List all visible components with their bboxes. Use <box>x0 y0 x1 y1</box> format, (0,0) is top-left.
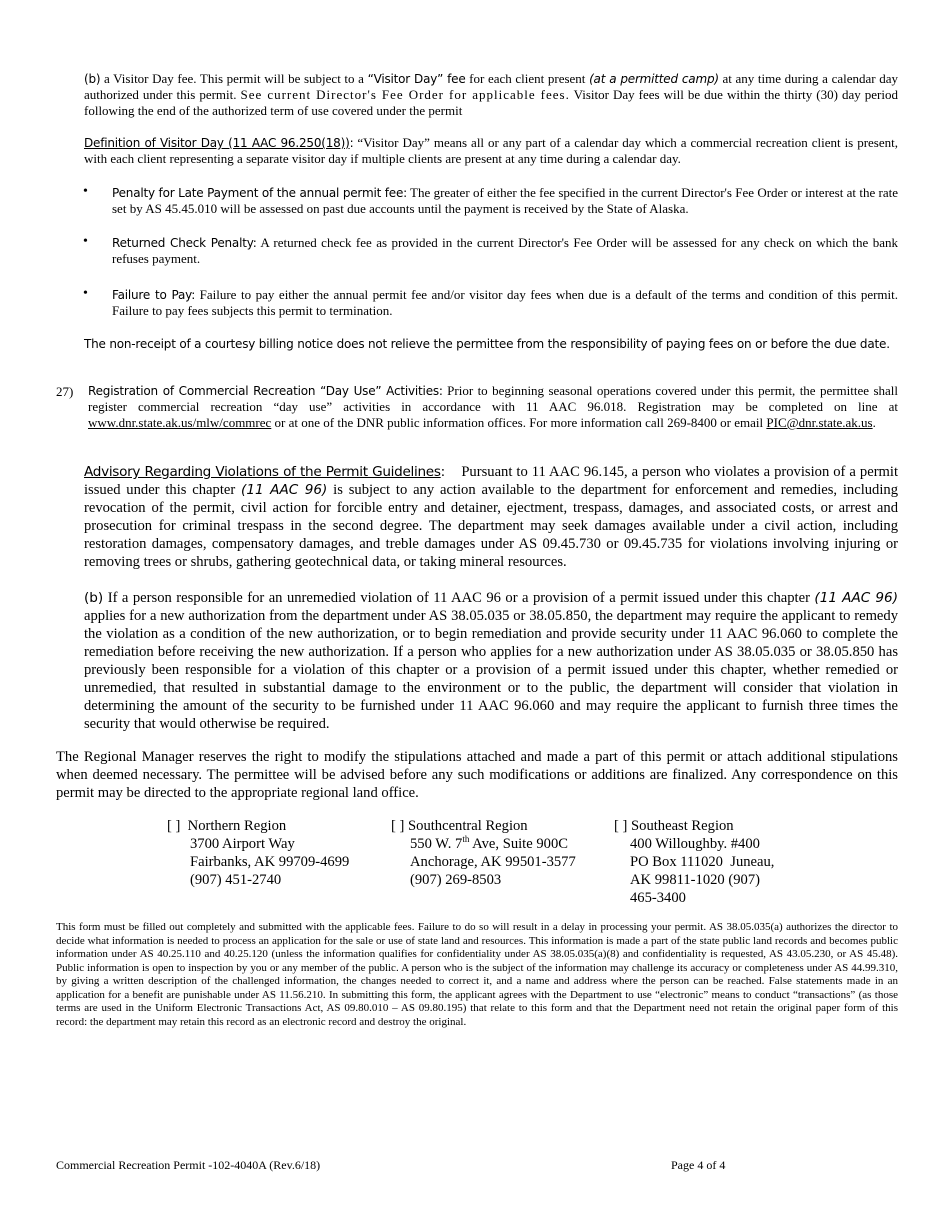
item-27-head: Registration of Commercial Recreation “Day Use” Activities: <box>88 384 443 398</box>
advisory-text-2: is subject to any action available to the department for enforcement and remedies, including revocation of the permit, civil action for forcible entry and detainer, ejectment, trespass, damages, and associated costs, or arrest and prosecution for criminal trespass in the second degree. The department may seek damages available under a civil action, including restoration damages, compensatory damages, and treble damages under AS 09.45.730 or 09.45.735 for violations involving injuring or removing trees or shrubs, gathering geotechnical data, or taking mineral resources. <box>84 482 898 570</box>
privacy-fine-print: This form must be filled out completely and submitted with the applicable fees. Failure to do so will result in a delay in processing your permit. AS 38.05.035(a) authorizes the director to decide what information is needed to process an application for the sale or use of state land and resources. This information is made a part of the state public land records and becomes public information under AS 40.25.110 and 40.25.120 (unless the information qualifies for confidentiality under AS 38.05.035(a)(8) and confidentiality is requested, AS 43.05.230, or AS 45.48). Public information is open to inspection by you or any member of the public. A person who is the subject of the information may challenge its accuracy or completeness under AS 44.99.310, by giving a written description of the challenged information, the changes needed to correct it, and a name and address where the person can be reached. False statements made in an application for a benefit are punishable under AS 11.56.210. In submitting this form, the applicant agrees with the Department to use “electronic” means to conduct “transactions” (as those terms are used in the Uniform Electronic Transactions Act, AS 09.80.010 – AS 09.80.195) that relate to this form and that the Department need not retain the original paper form of this record: the department may retain this record as an electronic record and destroy the original. <box>56 921 898 1028</box>
address-superscript: th <box>462 834 470 845</box>
region-southeast-line-3: AK 99811-1020 (907) <box>630 872 760 888</box>
region-name: Southcentral Region <box>408 818 528 834</box>
bullet-icon: • <box>83 184 88 199</box>
pic-email-link[interactable]: PIC@dnr.state.ak.us <box>766 415 873 430</box>
address-street: 550 W. 7 <box>410 836 463 852</box>
remedy-text-2: applies for a new authorization from the department under AS 38.05.035 or 38.05.850, the department may require the applicant to remedy the violation as a condition of the new authorization, or to begin remediation and provide security under 11 AAC 96.060 to complete the remediation before receiving the new authorization. If a person who applies for a new authorization under AS 38.05.035 or 38.05.850 has previously been responsible for a violation of this chapter or a provision of a permit issued under this chapter, whether remedied or unremedied, that resulted in substantial damage to the environment or to the public, the department will consider that violation in determining the amount of the security to be furnished under 11 AAC 96.060 and may require the applicant to furnish three times the security that would otherwise be required. <box>84 608 898 732</box>
region-northern-line-3: (907) 451-2740 <box>190 872 282 888</box>
remedy-paragraph <box>84 589 898 733</box>
region-checkbox[interactable]: [ ] <box>167 818 181 834</box>
visitor-day-paren: (at a permitted camp) <box>589 72 719 86</box>
bullet-failure-to-pay <box>112 287 898 319</box>
definition-text: “Visitor Day” means all or any part of a calendar day which a commercial recreation client is present, with each client representing a separate visitor day if multiple clients are present at any time during a calendar day. <box>84 135 898 166</box>
visitor-day-text-4: Visitor Day fees will be due within the thirty (30) day period following the end of the authorized term of use covered under the permit <box>84 87 898 118</box>
footer-page-number: Page 4 of 4 <box>671 1158 726 1172</box>
region-northern-line-2: Fairbanks, AK 99709-4699 <box>190 854 350 870</box>
advisory-colon: : <box>440 464 446 480</box>
bullet-head: Failure to Pay: <box>112 288 196 302</box>
item-27-text-3: . <box>872 415 876 430</box>
bullet-head: Returned Check Penalty: <box>112 236 257 250</box>
region-southcentral-line-3: (907) 269-8503 <box>410 872 502 888</box>
region-checkbox[interactable]: [ ] <box>391 818 405 834</box>
region-southcentral-line-2: Anchorage, AK 99501-3577 <box>410 854 576 870</box>
regional-manager-paragraph: The Regional Manager reserves the right to modify the stipulations attached and made a part of this permit or attach additional stipulations when deemed necessary. The permittee will be advised before any such modifications or additions are finalized. Any correspondence on this permit may be directed to the appropriate regional land office. <box>56 749 898 801</box>
item-27-day-use-registration <box>88 383 898 431</box>
remedy-paren: (11 AAC 96) <box>814 590 898 606</box>
region-northern <box>167 817 286 835</box>
remedy-text-1: If a person responsible for an unremedied violation of 11 AAC 96 or a provision of a permit issued under this chapter <box>103 590 815 606</box>
courtesy-notice: The non-receipt of a courtesy billing notice does not relieve the permittee from the responsibility of paying fees on or before the due date. <box>84 337 890 351</box>
region-southeast-line-4: 465-3400 <box>630 890 686 906</box>
commrec-link[interactable]: www.dnr.state.ak.us/mlw/commrec <box>88 415 272 430</box>
region-southeast-line-2: PO Box 111020 Juneau, <box>630 854 775 870</box>
region-name: Northern Region <box>187 818 287 834</box>
footer-form-id: Commercial Recreation Permit -102-4040A (Rev.6/18) <box>56 1158 321 1172</box>
bullet-text: A returned check fee as provided in the current Director's Fee Order will be assessed for any check on which the bank refuses payment. <box>112 235 898 266</box>
definition-colon: : <box>349 136 354 150</box>
advisory-heading: Advisory Regarding Violations of the Permit Guidelines <box>84 464 441 480</box>
visitor-day-fee-paragraph <box>84 71 898 119</box>
remedy-label: (b) <box>84 590 104 606</box>
advisory-paragraph <box>84 463 902 571</box>
item-27-number: 27) <box>56 384 74 399</box>
visitor-day-spaced: See current Director's Fee Order for applicable fees. <box>240 87 570 102</box>
bullet-text: The greater of either the fee specified in the current Director's Fee Order or interest at the rate set by AS 45.45.010 will be assessed on past due accounts until the payment is received by the State of Alaska. <box>112 185 898 216</box>
advisory-text-1: Pursuant to 11 AAC 96.145, a person who violates a provision of a permit issued under this chapter <box>84 464 902 498</box>
bullet-icon: • <box>83 234 88 249</box>
item-27-text-1: Prior to beginning seasonal operations covered under this permit, the permittee shall register commercial recreation “day use” activities in accordance with 11 AAC 96.018. Registration may be completed on line at <box>88 383 898 414</box>
bullet-returned-check <box>112 235 898 267</box>
bullet-icon: • <box>83 286 88 301</box>
visitor-day-text-3: at any time during a calendar day authorized under this permit. <box>84 71 898 102</box>
advisory-paren: (11 AAC 96) <box>241 482 328 498</box>
region-southeast-line-1: 400 Willoughby. #400 <box>630 836 760 852</box>
item-27-text-2: or at one of the DNR public information offices. For more information call 269-8400 or email <box>271 415 767 430</box>
definition-heading: Definition of Visitor Day (11 AAC 96.250(18)) <box>84 136 350 150</box>
visitor-day-text-1: a Visitor Day fee. This permit will be subject to a <box>100 71 368 86</box>
region-southcentral-line-1 <box>410 835 568 853</box>
address-suite: Ave, Suite 900C <box>469 836 568 852</box>
region-checkbox[interactable]: [ ] <box>614 818 628 834</box>
region-name: Southeast Region <box>631 818 734 834</box>
region-southcentral <box>391 817 528 835</box>
region-southeast <box>614 817 734 835</box>
bullet-head: Penalty for Late Payment of the annual permit fee: <box>112 186 407 200</box>
visitor-day-quoted: “Visitor Day” fee <box>367 72 466 86</box>
region-northern-line-1: 3700 Airport Way <box>190 836 295 852</box>
visitor-day-definition <box>84 135 898 167</box>
visitor-day-text-2: for each client present <box>465 71 590 86</box>
bullet-text: Failure to pay either the annual permit fee and/or visitor day fees when due is a default of the terms and condition of this permit. Failure to pay fees subjects this permit to termination. <box>112 287 898 318</box>
bullet-late-payment <box>112 185 898 217</box>
visitor-day-label: (b) <box>84 72 101 86</box>
